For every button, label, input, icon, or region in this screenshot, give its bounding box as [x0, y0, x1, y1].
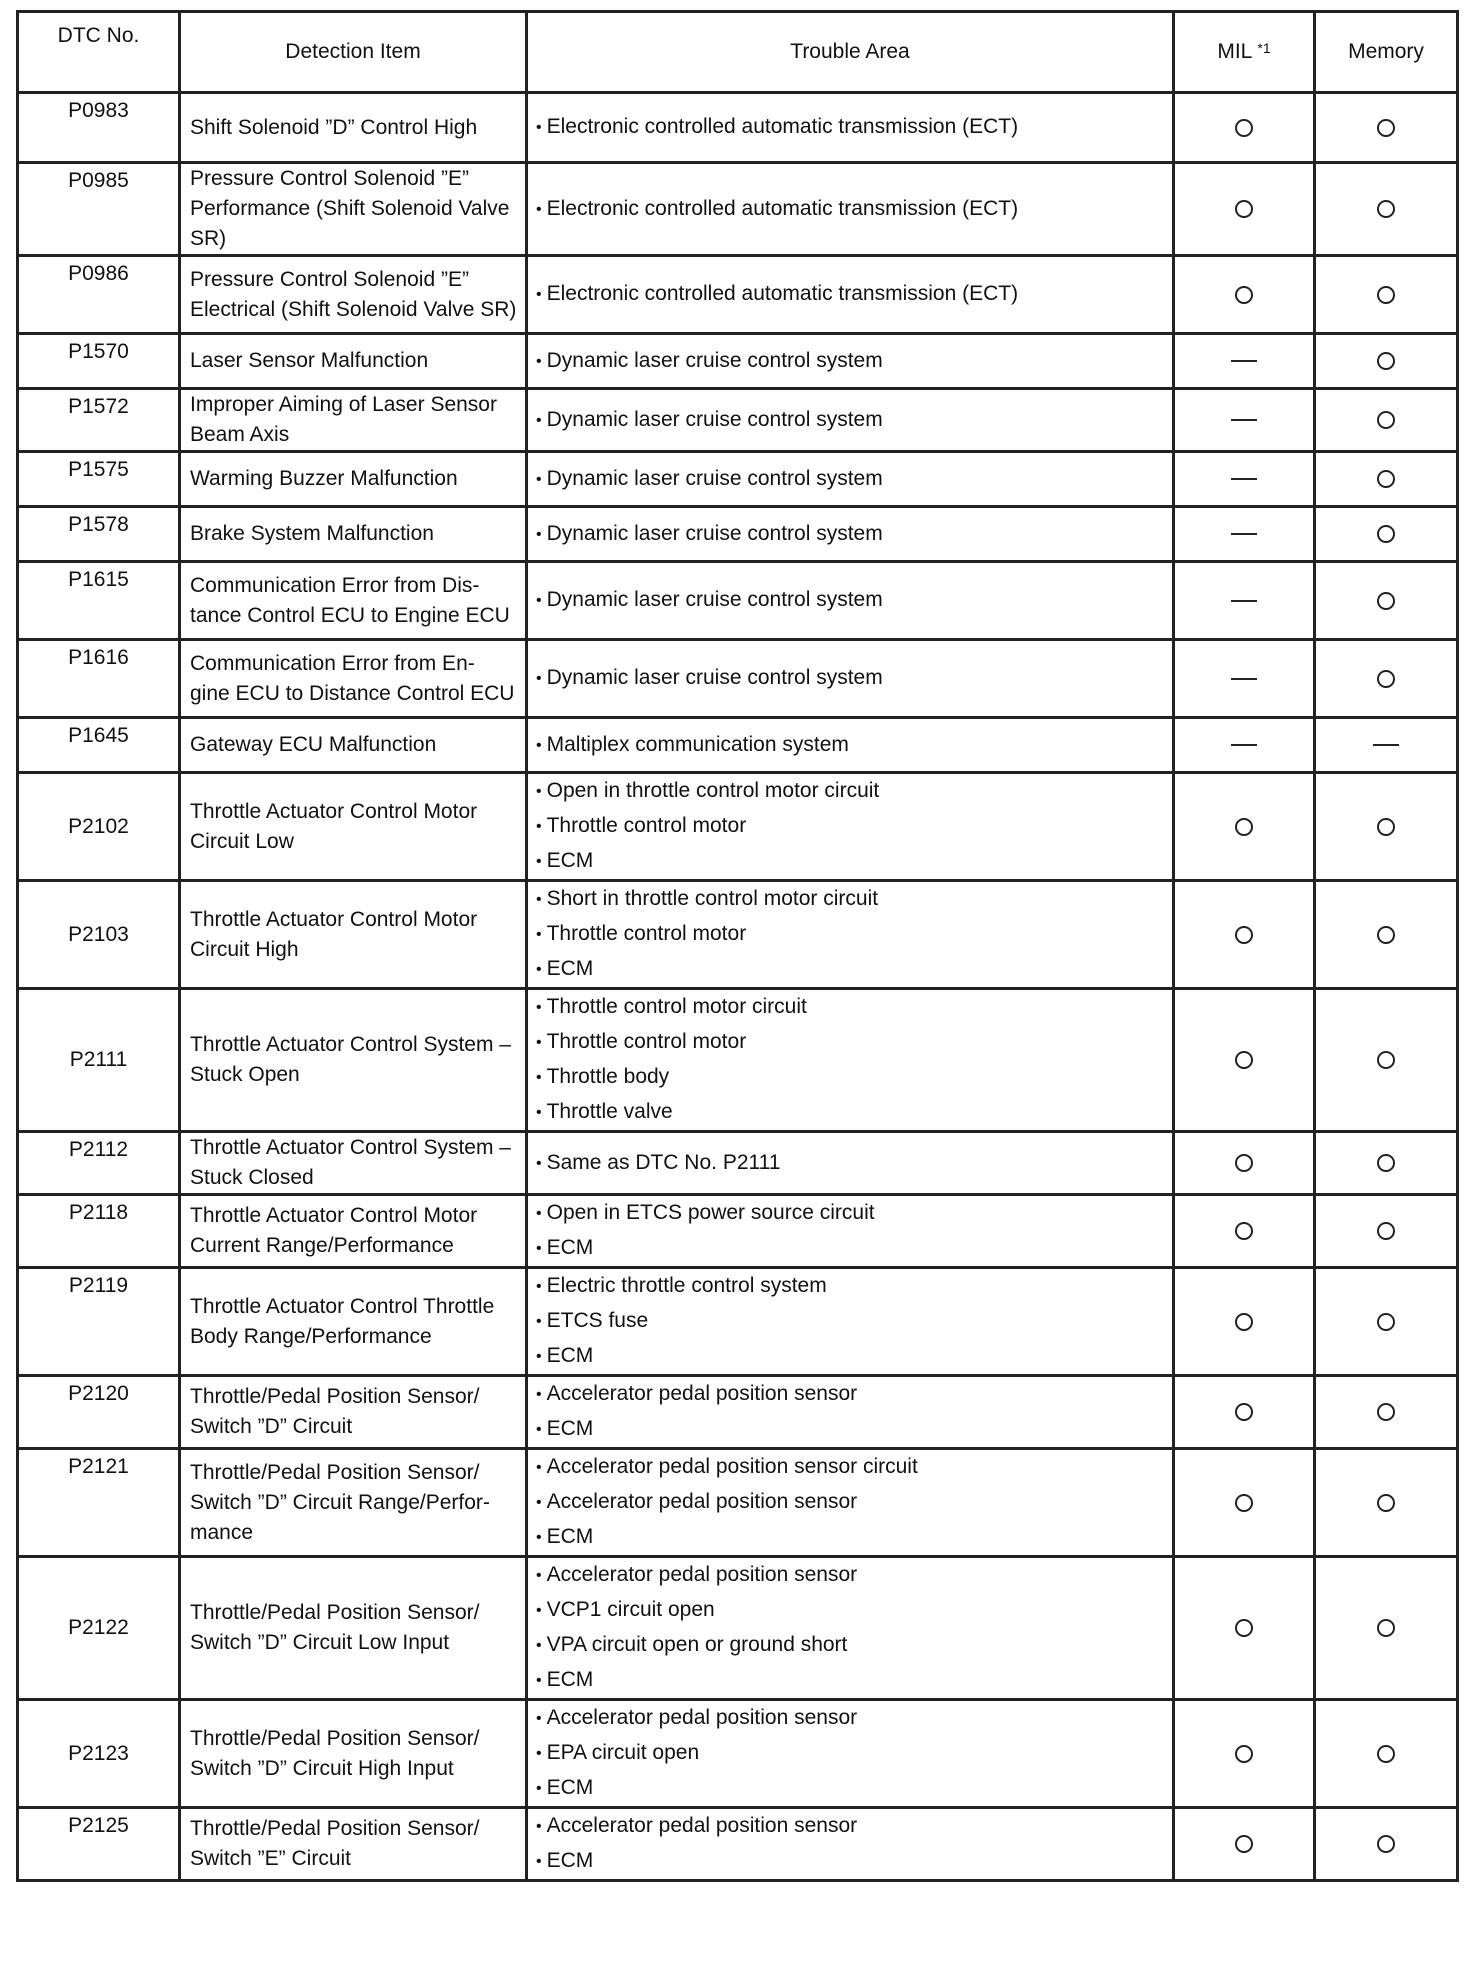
detection-item: Laser Sensor Malfunction — [180, 334, 527, 389]
mil-circle-icon — [1235, 200, 1253, 218]
trouble-area-item: • ECM — [536, 844, 1172, 879]
detection-item: Communication Error from En- gine ECU to Distance Control ECU — [180, 640, 527, 718]
mil-cell — [1174, 718, 1315, 773]
table-row — [18, 562, 1458, 640]
header-row — [18, 12, 1458, 93]
table-row — [18, 1132, 1458, 1195]
mil-circle-icon — [1235, 818, 1253, 836]
mil-circle-icon — [1235, 1619, 1253, 1637]
mil-circle-icon — [1235, 1494, 1253, 1512]
mil-dash-icon — [1231, 678, 1257, 680]
dtc-code: P1645 — [18, 718, 180, 773]
trouble-area-item: • ECM — [536, 1520, 1172, 1555]
mil-dash-icon — [1231, 360, 1257, 362]
detection-item: Shift Solenoid ”D” Control High — [180, 93, 527, 163]
trouble-area — [527, 1557, 1174, 1700]
memory-cell — [1315, 1808, 1458, 1881]
mil-circle-icon — [1235, 1745, 1253, 1763]
trouble-area — [527, 163, 1174, 256]
mil-circle-icon — [1235, 286, 1253, 304]
trouble-area — [527, 389, 1174, 452]
mil-cell — [1174, 773, 1315, 881]
trouble-area-item: • Electronic controlled automatic transmission (ECT) — [536, 192, 1172, 227]
mil-cell — [1174, 562, 1315, 640]
table-row — [18, 452, 1458, 507]
table-row — [18, 334, 1458, 389]
dtc-code: P0983 — [18, 93, 180, 163]
memory-cell — [1315, 562, 1458, 640]
trouble-area-item: • Short in throttle control motor circuit — [536, 882, 1172, 917]
memory-circle-icon — [1377, 926, 1395, 944]
memory-cell — [1315, 989, 1458, 1132]
trouble-area-item: • Electric throttle control system — [536, 1269, 1172, 1304]
detection-item: Throttle Actuator Control Throttle Body Range/Performance — [180, 1268, 527, 1376]
trouble-area-item: • Throttle control motor — [536, 809, 1172, 844]
trouble-area-item: • Dynamic laser cruise control system — [536, 462, 1172, 497]
trouble-area — [527, 1700, 1174, 1808]
trouble-area-item: • Dynamic laser cruise control system — [536, 517, 1172, 552]
trouble-area-item: • Electronic controlled automatic transmission (ECT) — [536, 277, 1172, 312]
memory-circle-icon — [1377, 119, 1395, 137]
memory-circle-icon — [1377, 1403, 1395, 1421]
trouble-area — [527, 1195, 1174, 1268]
mil-cell — [1174, 334, 1315, 389]
memory-circle-icon — [1377, 352, 1395, 370]
trouble-area — [527, 507, 1174, 562]
trouble-area-item: • Throttle valve — [536, 1095, 1172, 1130]
table-row — [18, 1557, 1458, 1700]
memory-circle-icon — [1377, 1222, 1395, 1240]
detection-item: Throttle Actuator Control Motor Current Range/Performance — [180, 1195, 527, 1268]
memory-circle-icon — [1377, 1745, 1395, 1763]
memory-cell — [1315, 1557, 1458, 1700]
trouble-area — [527, 452, 1174, 507]
mil-dash-icon — [1231, 419, 1257, 421]
dtc-code: P2125 — [18, 1808, 180, 1881]
trouble-area — [527, 1376, 1174, 1449]
mil-cell — [1174, 163, 1315, 256]
header-trouble-area: Trouble Area — [527, 12, 1174, 93]
dtc-code: P0986 — [18, 256, 180, 334]
mil-dash-icon — [1231, 533, 1257, 535]
dtc-code: P1616 — [18, 640, 180, 718]
detection-item: Throttle/Pedal Position Sensor/ Switch ”D” Circuit Low Input — [180, 1557, 527, 1700]
memory-cell — [1315, 640, 1458, 718]
memory-cell — [1315, 1132, 1458, 1195]
mil-dash-icon — [1231, 600, 1257, 602]
trouble-area-item: • ECM — [536, 1231, 1172, 1266]
header-detection-item: Detection Item — [180, 12, 527, 93]
memory-cell — [1315, 773, 1458, 881]
trouble-area-item: • ECM — [536, 1339, 1172, 1374]
table-row — [18, 1195, 1458, 1268]
detection-item: Throttle/Pedal Position Sensor/ Switch ”E” Circuit — [180, 1808, 527, 1881]
header-dtc-no: DTC No. — [18, 12, 180, 93]
table-row — [18, 389, 1458, 452]
memory-cell — [1315, 1268, 1458, 1376]
detection-item: Improper Aiming of Laser Sensor Beam Axis — [180, 389, 527, 452]
trouble-area — [527, 256, 1174, 334]
header-mil-label: MIL — [1217, 40, 1252, 63]
trouble-area — [527, 562, 1174, 640]
memory-cell — [1315, 389, 1458, 452]
trouble-area-item: • ECM — [536, 952, 1172, 987]
trouble-area — [527, 640, 1174, 718]
trouble-area-item: • Accelerator pedal position sensor — [536, 1377, 1172, 1412]
mil-cell — [1174, 1195, 1315, 1268]
mil-cell — [1174, 256, 1315, 334]
memory-circle-icon — [1377, 1835, 1395, 1853]
table-row — [18, 163, 1458, 256]
memory-circle-icon — [1377, 592, 1395, 610]
mil-dash-icon — [1231, 478, 1257, 480]
mil-cell — [1174, 640, 1315, 718]
detection-item: Pressure Control Solenoid ”E” Performance (Shift Solenoid Valve SR) — [180, 163, 527, 256]
memory-circle-icon — [1377, 525, 1395, 543]
memory-circle-icon — [1377, 286, 1395, 304]
detection-item: Communication Error from Dis- tance Control ECU to Engine ECU — [180, 562, 527, 640]
dtc-code: P1570 — [18, 334, 180, 389]
trouble-area-item: • Accelerator pedal position sensor — [536, 1485, 1172, 1520]
mil-cell — [1174, 452, 1315, 507]
trouble-area-item: • Dynamic laser cruise control system — [536, 403, 1172, 438]
trouble-area — [527, 1808, 1174, 1881]
detection-item: Warming Buzzer Malfunction — [180, 452, 527, 507]
dtc-code: P1615 — [18, 562, 180, 640]
memory-cell — [1315, 1195, 1458, 1268]
detection-item: Throttle/Pedal Position Sensor/ Switch ”D” Circuit — [180, 1376, 527, 1449]
dtc-code: P2119 — [18, 1268, 180, 1376]
trouble-area-item: • ETCS fuse — [536, 1304, 1172, 1339]
table-row — [18, 1449, 1458, 1557]
trouble-area-item: • ECM — [536, 1412, 1172, 1447]
dtc-code: P2112 — [18, 1132, 180, 1195]
table-row — [18, 1808, 1458, 1881]
memory-circle-icon — [1377, 1313, 1395, 1331]
mil-cell — [1174, 881, 1315, 989]
trouble-area-item: • Electronic controlled automatic transmission (ECT) — [536, 110, 1172, 145]
table-row — [18, 1376, 1458, 1449]
table-row — [18, 1268, 1458, 1376]
memory-circle-icon — [1377, 411, 1395, 429]
memory-circle-icon — [1377, 1619, 1395, 1637]
memory-circle-icon — [1377, 1051, 1395, 1069]
detection-item: Throttle/Pedal Position Sensor/ Switch ”D” Circuit Range/Perfor- mance — [180, 1449, 527, 1557]
memory-circle-icon — [1377, 1154, 1395, 1172]
detection-item: Throttle Actuator Control System – Stuck Closed — [180, 1132, 527, 1195]
table-row — [18, 773, 1458, 881]
trouble-area — [527, 881, 1174, 989]
detection-item: Throttle Actuator Control System – Stuck Open — [180, 989, 527, 1132]
dtc-code: P2103 — [18, 881, 180, 989]
trouble-area — [527, 718, 1174, 773]
trouble-area-item: • VPA circuit open or ground short — [536, 1628, 1172, 1663]
table-row — [18, 1700, 1458, 1808]
trouble-area-item: • Accelerator pedal position sensor — [536, 1809, 1172, 1844]
memory-cell — [1315, 1376, 1458, 1449]
memory-dash-icon — [1373, 744, 1399, 746]
dtc-code: P0985 — [18, 163, 180, 256]
dtc-code: P1575 — [18, 452, 180, 507]
detection-item: Throttle Actuator Control Motor Circuit Low — [180, 773, 527, 881]
trouble-area — [527, 1449, 1174, 1557]
dtc-code: P2120 — [18, 1376, 180, 1449]
trouble-area-item: • ECM — [536, 1663, 1172, 1698]
trouble-area-item: • Accelerator pedal position sensor — [536, 1558, 1172, 1593]
mil-circle-icon — [1235, 1403, 1253, 1421]
trouble-area — [527, 1268, 1174, 1376]
table-row — [18, 718, 1458, 773]
table-row — [18, 640, 1458, 718]
trouble-area-item: • Throttle body — [536, 1060, 1172, 1095]
memory-cell — [1315, 256, 1458, 334]
table-row — [18, 256, 1458, 334]
table-row — [18, 989, 1458, 1132]
trouble-area-item: • Dynamic laser cruise control system — [536, 583, 1172, 618]
memory-cell — [1315, 163, 1458, 256]
detection-item: Throttle/Pedal Position Sensor/ Switch ”D” Circuit High Input — [180, 1700, 527, 1808]
mil-circle-icon — [1235, 1222, 1253, 1240]
trouble-area-item: • Accelerator pedal position sensor — [536, 1701, 1172, 1736]
dtc-code: P2123 — [18, 1700, 180, 1808]
trouble-area-item: • ECM — [536, 1771, 1172, 1806]
mil-cell — [1174, 1132, 1315, 1195]
memory-cell — [1315, 1449, 1458, 1557]
memory-cell — [1315, 507, 1458, 562]
mil-circle-icon — [1235, 1051, 1253, 1069]
trouble-area — [527, 1132, 1174, 1195]
trouble-area-item: • Throttle control motor — [536, 1025, 1172, 1060]
trouble-area-item: • ECM — [536, 1844, 1172, 1879]
memory-circle-icon — [1377, 470, 1395, 488]
memory-circle-icon — [1377, 818, 1395, 836]
mil-cell — [1174, 989, 1315, 1132]
mil-circle-icon — [1235, 926, 1253, 944]
dtc-code: P1578 — [18, 507, 180, 562]
table-row — [18, 881, 1458, 989]
trouble-area-item: • Throttle control motor circuit — [536, 990, 1172, 1025]
trouble-area-item: • Same as DTC No. P2111 — [536, 1146, 1172, 1181]
trouble-area — [527, 334, 1174, 389]
mil-circle-icon — [1235, 1154, 1253, 1172]
trouble-area-item: • EPA circuit open — [536, 1736, 1172, 1771]
dtc-code: P2111 — [18, 989, 180, 1132]
trouble-area-item: • Dynamic laser cruise control system — [536, 661, 1172, 696]
trouble-area-item: • Maltiplex communication system — [536, 728, 1172, 763]
memory-cell — [1315, 718, 1458, 773]
mil-cell — [1174, 389, 1315, 452]
mil-cell — [1174, 1557, 1315, 1700]
trouble-area-item: • Open in ETCS power source circuit — [536, 1196, 1172, 1231]
trouble-area-item: • Dynamic laser cruise control system — [536, 344, 1172, 379]
trouble-area-item: • Accelerator pedal position sensor circuit — [536, 1450, 1172, 1485]
memory-circle-icon — [1377, 1494, 1395, 1512]
trouble-area-item: • VCP1 circuit open — [536, 1593, 1172, 1628]
detection-item: Throttle Actuator Control Motor Circuit High — [180, 881, 527, 989]
memory-cell — [1315, 93, 1458, 163]
mil-cell — [1174, 1700, 1315, 1808]
mil-cell — [1174, 1268, 1315, 1376]
trouble-area — [527, 93, 1174, 163]
mil-circle-icon — [1235, 1835, 1253, 1853]
memory-cell — [1315, 1700, 1458, 1808]
mil-cell — [1174, 93, 1315, 163]
detection-item: Pressure Control Solenoid ”E” Electrical (Shift Solenoid Valve SR) — [180, 256, 527, 334]
dtc-code: P2102 — [18, 773, 180, 881]
header-mil — [1174, 12, 1315, 93]
table-body — [18, 93, 1458, 1881]
dtc-code: P2118 — [18, 1195, 180, 1268]
trouble-area — [527, 989, 1174, 1132]
mil-cell — [1174, 1376, 1315, 1449]
mil-cell — [1174, 1449, 1315, 1557]
memory-circle-icon — [1377, 670, 1395, 688]
dtc-code: P2121 — [18, 1449, 180, 1557]
table-row — [18, 507, 1458, 562]
dtc-table — [16, 10, 1459, 1882]
header-memory: Memory — [1315, 12, 1458, 93]
memory-cell — [1315, 452, 1458, 507]
dtc-code: P1572 — [18, 389, 180, 452]
mil-cell — [1174, 507, 1315, 562]
mil-dash-icon — [1231, 744, 1257, 746]
header-mil-footnote: *1 — [1257, 40, 1271, 56]
mil-cell — [1174, 1808, 1315, 1881]
trouble-area-item: • Open in throttle control motor circuit — [536, 774, 1172, 809]
memory-cell — [1315, 881, 1458, 989]
detection-item: Brake System Malfunction — [180, 507, 527, 562]
table-row — [18, 93, 1458, 163]
mil-circle-icon — [1235, 119, 1253, 137]
mil-circle-icon — [1235, 1313, 1253, 1331]
detection-item: Gateway ECU Malfunction — [180, 718, 527, 773]
trouble-area — [527, 773, 1174, 881]
memory-cell — [1315, 334, 1458, 389]
trouble-area-item: • Throttle control motor — [536, 917, 1172, 952]
memory-circle-icon — [1377, 200, 1395, 218]
dtc-code: P2122 — [18, 1557, 180, 1700]
